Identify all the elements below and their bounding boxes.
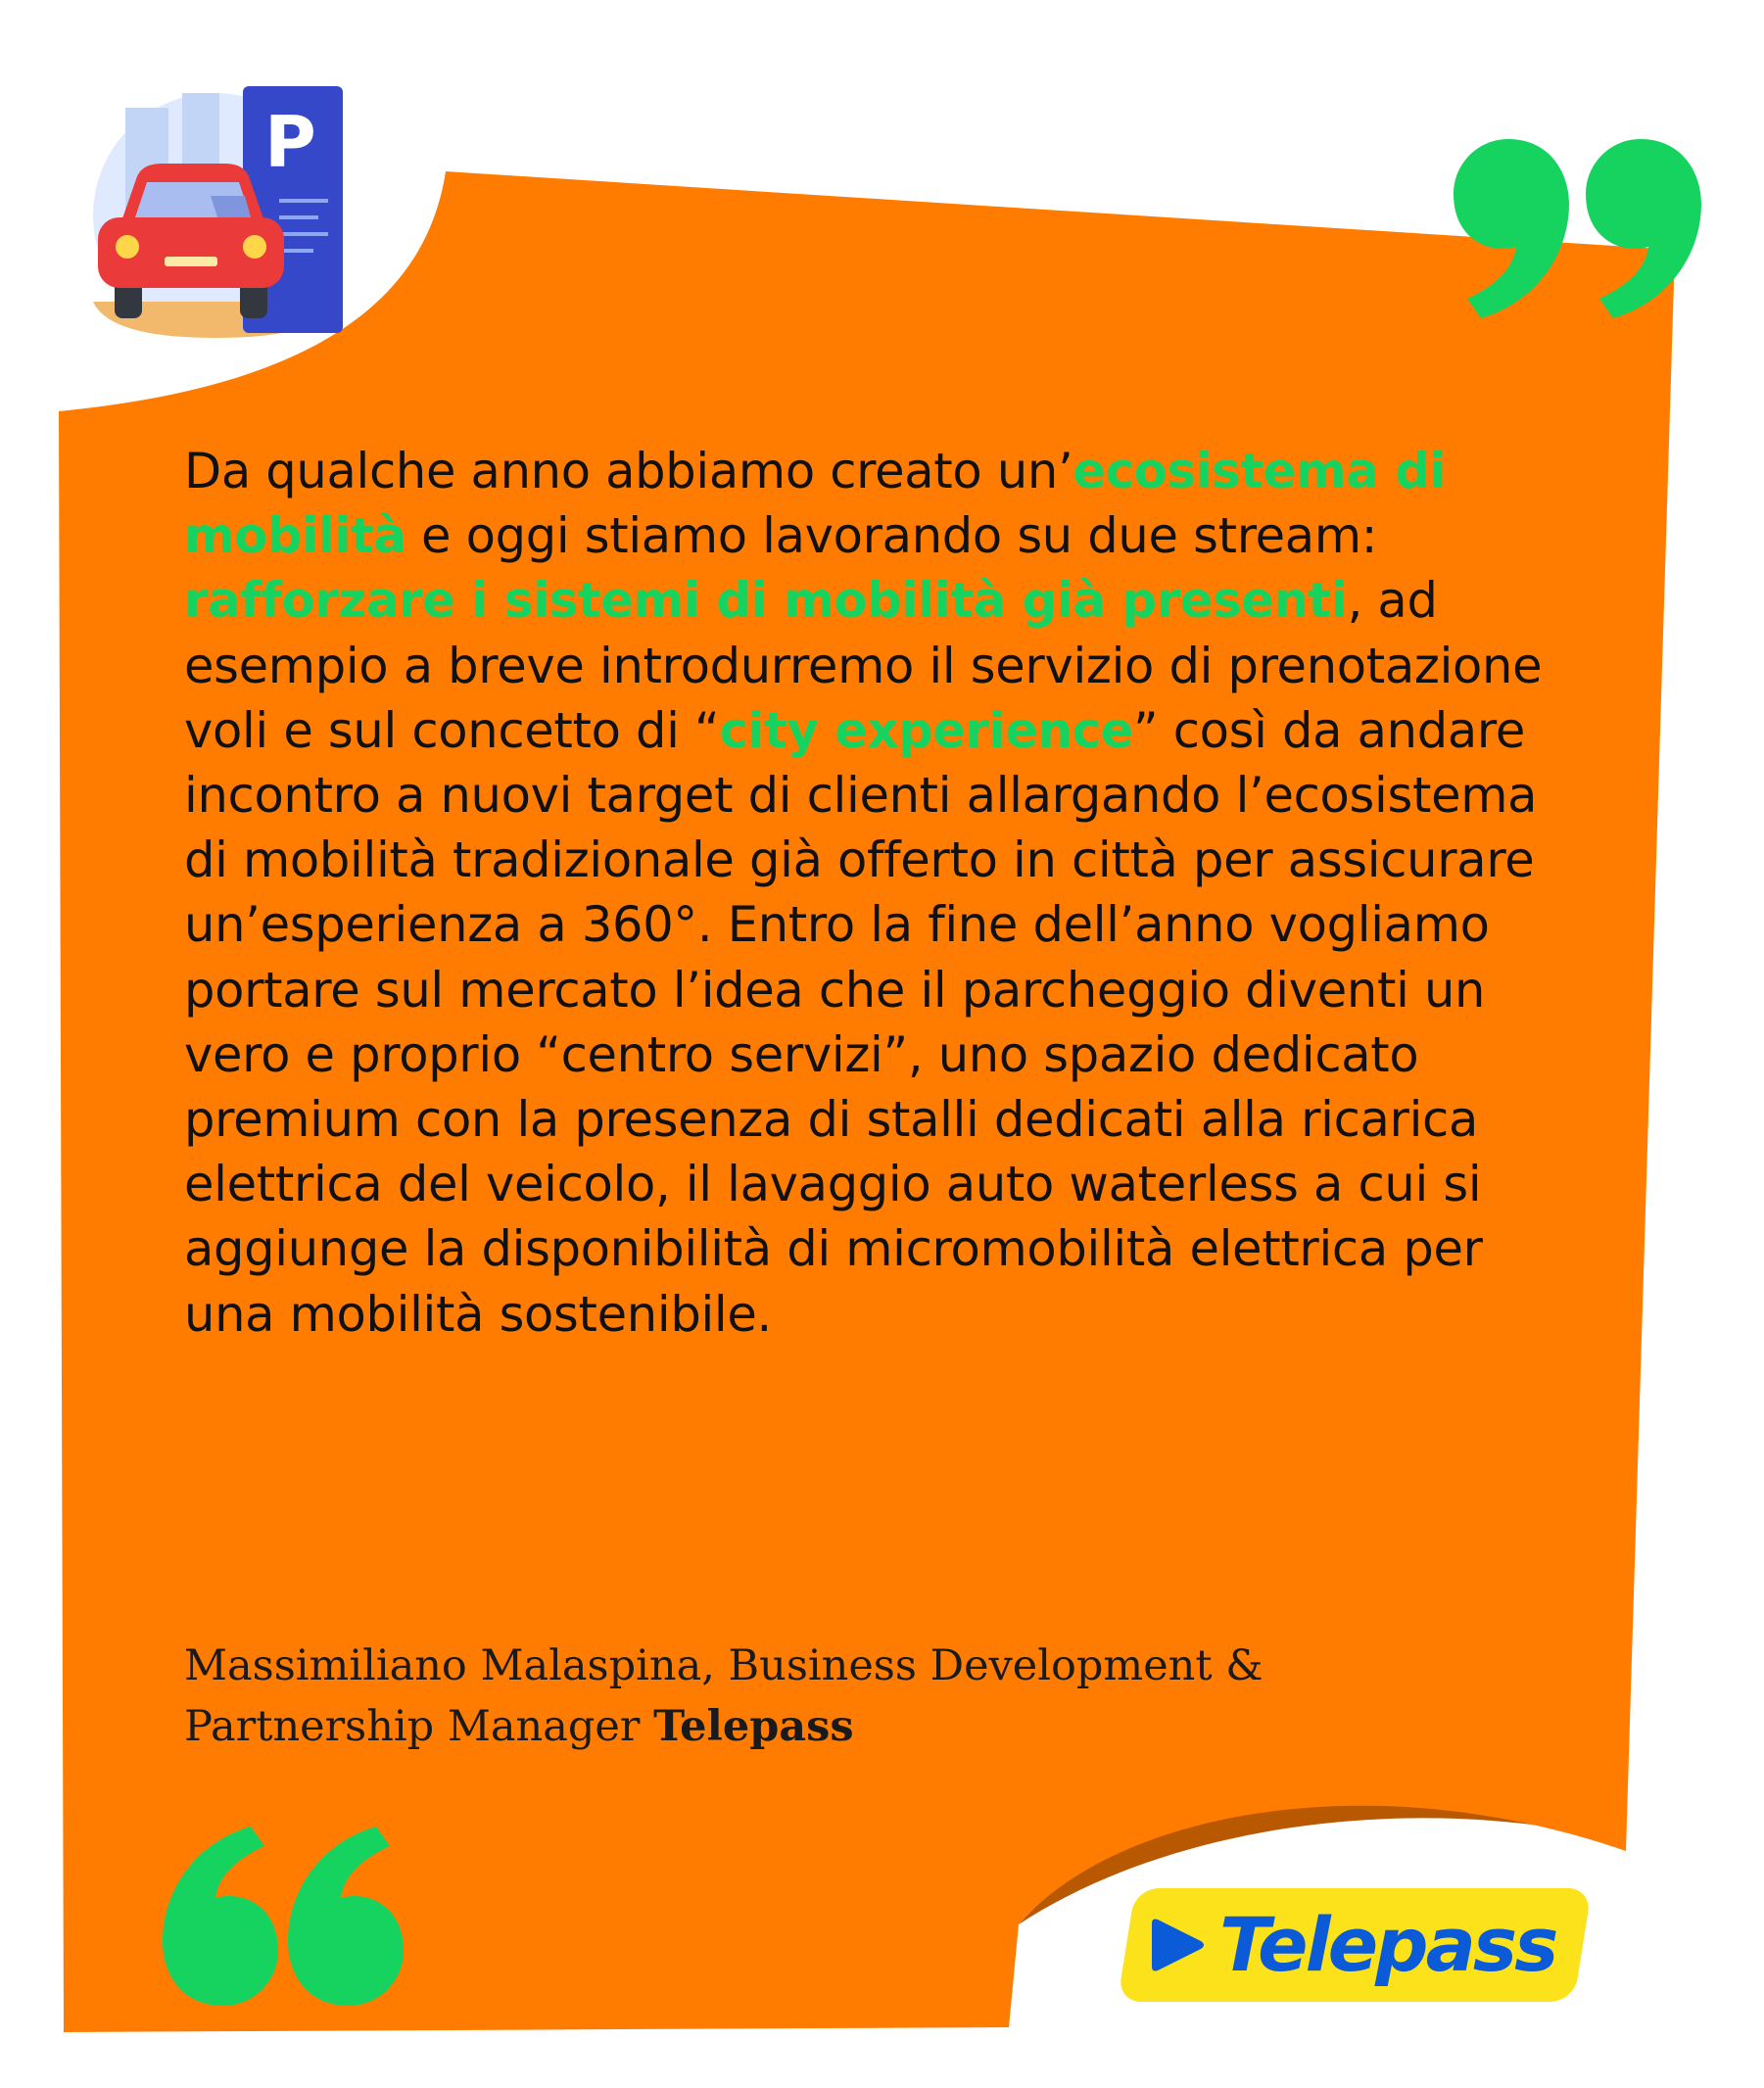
attribution-person: Massimiliano Malaspina, Business Development & Partnership Manager bbox=[184, 1641, 1263, 1751]
quote-segment: ” così da andare incontro a nuovi target di clienti allargando l’ecosistema di mobilità tradizionale già offerto in città per assicurare un’esperienza a 360°. Entro la fine dell’anno vogliamo portare sul mercato l’idea che il parcheggio diventi un vero e proprio “centro servizi”, uno spazio dedicato premium con la presenza di stalli dedicati alla ricarica elettrica del veicolo, il lavaggio auto waterless a cui si aggiunge la disponibilità di micromobilità elettrica per una mobilità sostenibile. bbox=[184, 701, 1538, 1343]
play-arrow-icon bbox=[1150, 1914, 1211, 1976]
quote-segment: Da qualche anno abbiamo creato un’ bbox=[184, 443, 1073, 499]
parking-car-icon bbox=[93, 86, 343, 338]
attribution-company: Telepass bbox=[653, 1702, 854, 1751]
quote-highlight: rafforzare i sistemi di mobilità già presenti bbox=[184, 572, 1348, 630]
logo-text: Telepass bbox=[1219, 1901, 1556, 1988]
quote-segment: , ad esempio a breve introdurremo il servizio di prenotazione voli e sul concetto di “ bbox=[184, 572, 1543, 759]
parking-sign-letter: P bbox=[264, 101, 316, 183]
attribution bbox=[184, 1636, 1516, 1757]
quote-highlight: ecosistema di mobilità bbox=[184, 443, 1447, 565]
quote-text bbox=[184, 439, 1575, 1347]
quote-highlight: city experience bbox=[719, 701, 1133, 759]
quote-segment: e oggi stiamo lavorando su due stream: bbox=[405, 507, 1378, 565]
telepass-logo bbox=[1118, 1888, 1592, 2002]
